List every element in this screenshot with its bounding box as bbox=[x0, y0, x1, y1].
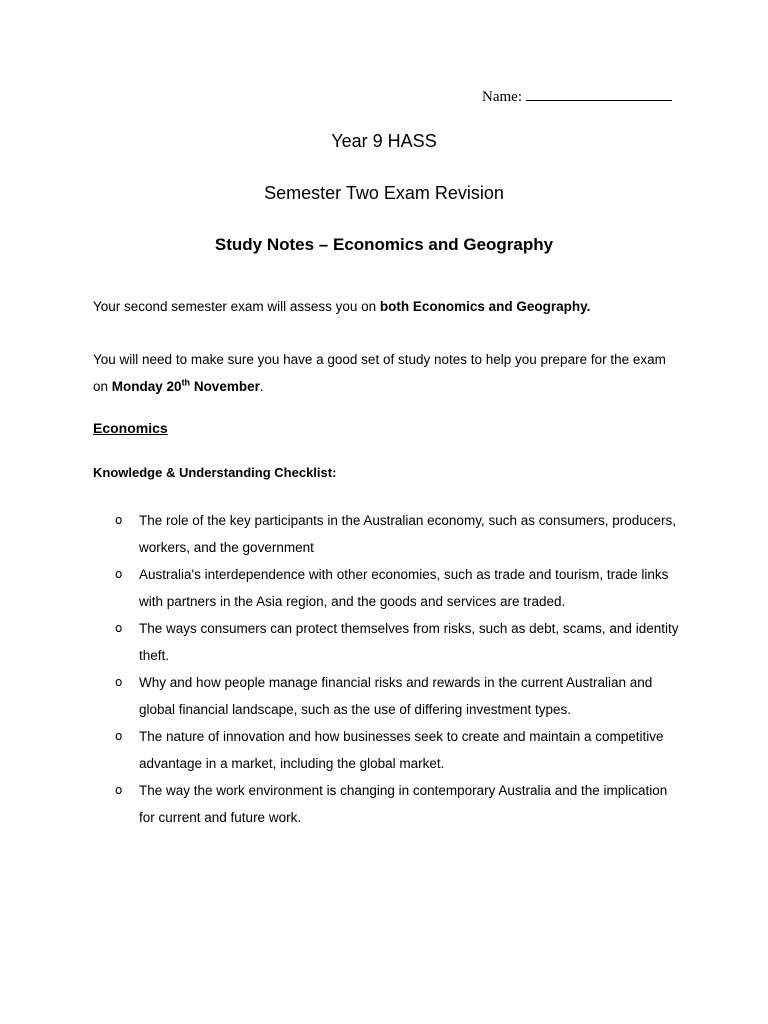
economics-heading: Economics bbox=[93, 420, 168, 436]
bullet-icon: o bbox=[115, 621, 123, 635]
exam-date-day: Monday 20 bbox=[111, 379, 182, 394]
exam-date bbox=[112, 379, 260, 394]
list-item-text: The role of the key participants in the Australian economy, such as consumers, producers, workers, and the government bbox=[139, 513, 677, 555]
economics-checklist bbox=[0, 507, 768, 831]
list-item-text: Why and how people manage financial risks and rewards in the current Australian and global financial landscape, such as the use of differing investment types. bbox=[139, 675, 653, 717]
bullet-icon: o bbox=[115, 675, 123, 689]
name-field-line bbox=[482, 86, 672, 106]
name-label: Name: bbox=[482, 89, 522, 105]
intro-paragraph-2 bbox=[93, 346, 683, 400]
bullet-icon: o bbox=[115, 729, 123, 743]
list-item bbox=[0, 615, 679, 669]
course-title: Year 9 HASS bbox=[331, 131, 437, 151]
bullet-icon: o bbox=[115, 567, 123, 581]
study-notes-title: Study Notes – Economics and Geography bbox=[214, 235, 554, 254]
checklist-heading: Knowledge & Understanding Checklist: bbox=[93, 465, 337, 480]
intro-p2-end: . bbox=[259, 379, 264, 394]
list-item-text: The way the work environment is changing in contemporary Australia and the implication for current and future work. bbox=[139, 783, 668, 825]
list-item bbox=[0, 669, 679, 723]
list-item bbox=[0, 507, 679, 561]
list-item-text: Australia's interdependence with other economies, such as trade and tourism, trade links with partners in the Asia region, and the goods and services are traded. bbox=[139, 567, 669, 609]
intro-p2-text: You will need to make sure you have a good set of study notes to help you prepare for the exam on bbox=[93, 352, 666, 394]
exam-subtitle: Semester Two Exam Revision bbox=[264, 183, 504, 203]
name-blank[interactable] bbox=[526, 86, 672, 101]
exam-date-suffix: th bbox=[181, 377, 191, 388]
list-item-text: The nature of innovation and how businesses seek to create and maintain a competitive advantage in a market, including the global market. bbox=[139, 729, 664, 771]
list-item-text: The ways consumers can protect themselves from risks, such as debt, scams, and identity theft. bbox=[139, 621, 679, 663]
intro-p1-text: Your second semester exam will assess you on bbox=[93, 299, 380, 314]
list-item bbox=[0, 723, 679, 777]
bullet-icon: o bbox=[115, 513, 123, 527]
list-item bbox=[0, 777, 679, 831]
exam-date-month: November bbox=[190, 379, 260, 394]
intro-paragraph-1 bbox=[93, 293, 683, 320]
bullet-icon: o bbox=[115, 783, 123, 797]
list-item bbox=[0, 561, 679, 615]
intro-p1-bold: both Economics and Geography. bbox=[379, 299, 591, 314]
